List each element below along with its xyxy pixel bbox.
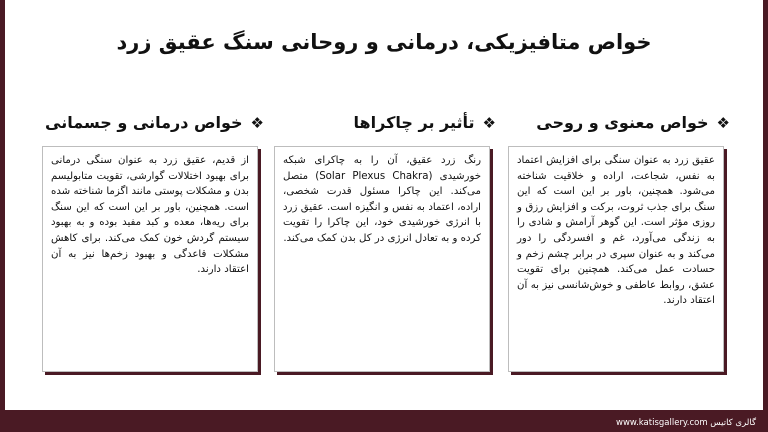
column-heading-text: خواص معنوی و روحی <box>536 113 709 132</box>
frame-left-bar <box>0 0 5 432</box>
column-text-box: از قدیم، عقیق زرد به عنوان سنگی درمانی برای بهبود اختلالات گوارشی، تقویت متابولیسم بدن و مشکلات پوستی مانند اگزما شناخته شده است. همچنین، باور بر این است که این سنگ برای ریه‌ها، معده و کبد مفید بوده و به بهبود سیستم گردش خون کمک می‌کند. برای کاهش مشکلات قاعدگی و بهبود زخم‌ها نیز به آن اعتقاد دارند. <box>42 146 258 372</box>
column-chakra <box>274 108 496 372</box>
diamond-bullet-icon: ❖ <box>250 114 264 132</box>
column-text-box: رنگ زرد عقیق، آن را به چاکرای شبکه خورشیدی (Solar Plexus Chakra) متصل می‌کند. این چاکرا مسئول قدرت شخصی، اراده، اعتماد به نفس و انگیزه است. عقیق زرد با انرژی خورشیدی خود، این چاکرا را تقویت کرده و به تعادل انرژی در کل بدن کمک می‌کند. <box>274 146 490 372</box>
column-heading <box>274 108 496 138</box>
column-text-box: عقیق زرد به عنوان سنگی برای افزایش اعتماد به نفس، شجاعت، اراده و خلاقیت شناخته می‌شود. همچنین، باور بر این است که این سنگ برای جذب ثروت، برکت و افزایش رزق و روزی مؤثر است. این گوهر آرامش و شادی را به زندگی می‌آورد، غم و افسردگی را دور می‌کند و به عنوان سپری در برابر چشم زخم و حسادت عمل می‌کند. همچنین برای تقویت عشق، روابط عاطفی و خوش‌شانسی نیز به آن اعتقاد دارند. <box>508 146 724 372</box>
footer-credit: گالری کاتیس www.katisgallery.com <box>616 418 756 428</box>
diamond-bullet-icon: ❖ <box>482 114 496 132</box>
column-heading-text: خواص درمانی و جسمانی <box>45 113 243 132</box>
frame-right-bar <box>763 0 768 432</box>
column-heading <box>42 108 264 138</box>
column-heading-text: تأثیر بر چاکراها <box>353 113 475 132</box>
diamond-bullet-icon: ❖ <box>716 114 730 132</box>
column-healing <box>42 108 264 372</box>
column-heading <box>508 108 730 138</box>
column-spiritual <box>508 108 730 372</box>
page-title: خواص متافیزیکی، درمانی و روحانی سنگ عقیق زرد <box>116 30 652 54</box>
footer-bar <box>0 410 768 432</box>
